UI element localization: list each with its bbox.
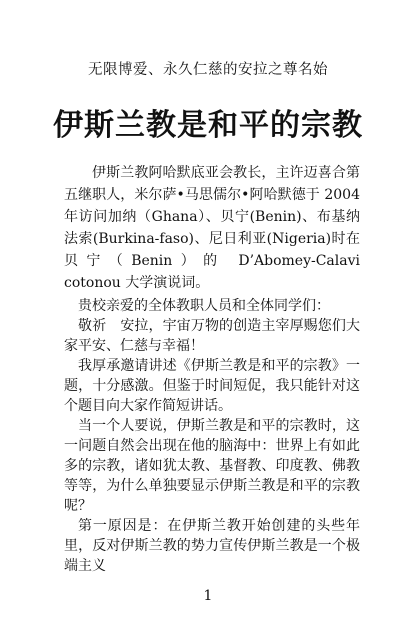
intro-paragraph: 伊斯兰教阿哈默底亚会教长，主许迈喜合第五继职人，米尔萨•马思儒尔•阿哈默德于 2004 年访问加纳（Ghana）、贝宁(Benin)、布基纳法索(Burkina-faso)、尼日利亚(Nigeria)时在贝宁（Benin）的 D’Abomey-Calavi cotonou 大学演说词。 [64,165,360,291]
first-reason-paragraph: 第一原因是：在伊斯兰教开始创建的头些年里，反对伊斯兰教的势力宣传伊斯兰教是一个极端主义 [64,518,360,574]
page-title: 伊斯兰教是和平的宗教 [53,108,363,143]
basmala-heading: 无限博爱、永久仁慈的安拉之尊名始 [88,62,328,78]
page-number: 1 [203,588,213,604]
question-paragraph: 当一个人要说，伊斯兰教是和平的宗教时，这一问题自然会出现在他的脑海中：世界上有如此多的宗教，诸如犹太教、基督教、印度教、佛教等等，为什么单独要显示伊斯兰教是和平的宗教呢？ [64,418,360,514]
thanks-paragraph: 我厚承邀请讲述《伊斯兰教是和平的宗教》一题，十分感激。但鉴于时间短促，我只能针对这个题目向大家作简短讲话。 [64,358,360,414]
salutation-paragraph: 贵校亲爱的全体教职人员和全体同学们： [78,298,330,314]
blessing-paragraph: 敬祈 安拉，宇宙万物的创造主宰厚赐您们大家平安、仁慈与幸福！ [64,318,360,354]
body-text [64,296,360,576]
